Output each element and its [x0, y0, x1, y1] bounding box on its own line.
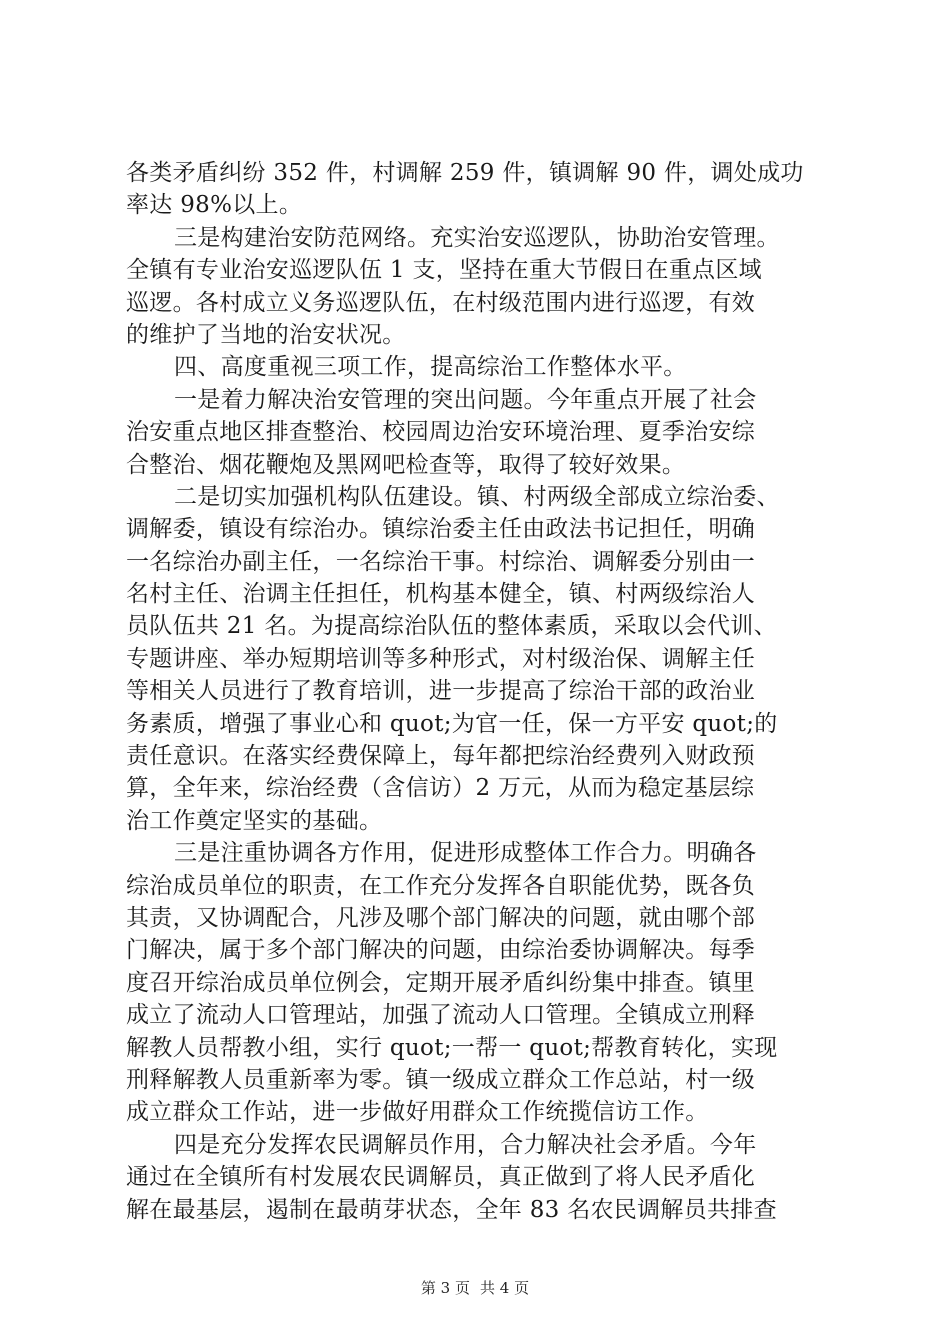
- text-line: 解教人员帮教小组，实行 quot;一帮一 quot;帮教育转化，实现: [126, 1034, 778, 1061]
- text-line: 专题讲座、举办短期培训等多种形式，对村级治保、调解主任: [126, 645, 756, 672]
- text-line: 务素质，增强了事业心和 quot;为官一任，保一方平安 quot;的: [126, 710, 778, 737]
- text-line: 各类矛盾纠纷 352 件，村调解 259 件，镇调解 90 件，调处成功: [126, 160, 804, 186]
- text-line: 三是构建治安防范网络。充实治安巡逻队，协助治安管理。: [174, 224, 780, 251]
- text-line: 四、高度重视三项工作，提高综治工作整体水平。: [174, 354, 687, 381]
- text-line: 调解委，镇设有综治办。镇综治委主任由政法书记担任，明确: [126, 516, 756, 543]
- text-line: 治工作奠定坚实的基础。: [126, 807, 383, 834]
- page-footer: [0, 1278, 950, 1298]
- text-line: 四是充分发挥农民调解员作用，合力解决社会矛盾。今年: [174, 1131, 757, 1158]
- document-body: [126, 157, 832, 1226]
- text-line: 成立了流动人口管理站，加强了流动人口管理。全镇成立刑释: [126, 1002, 756, 1029]
- text-line: 三是注重协调各方作用，促进形成整体工作合力。明确各: [174, 840, 757, 867]
- text-line: 的维护了当地的治安状况。: [126, 321, 406, 348]
- text-line: 算，全年来，综治经费（含信访）2 万元，从而为稳定基层综: [126, 775, 755, 802]
- text-line: 一名综治办副主任，一名综治干事。村综治、调解委分别由一: [126, 548, 756, 575]
- text-line: 门解决，属于多个部门解决的问题，由综治委协调解决。每季: [126, 937, 756, 964]
- text-line: 责任意识。在落实经费保障上，每年都把综治经费列入财政预: [126, 743, 756, 770]
- text-line: 治安重点地区排查整治、校园周边治安环境治理、夏季治安综: [126, 419, 756, 446]
- text-line: 员队伍共 21 名。为提高综治队伍的整体素质，采取以会代训、: [126, 613, 777, 640]
- page-total: 共 4 页: [480, 1279, 530, 1297]
- text-line: 名村主任、治调主任担任，机构基本健全，镇、村两级综治人: [126, 581, 756, 608]
- text-line: 综治成员单位的职责，在工作充分发挥各自职能优势，既各负: [126, 872, 756, 899]
- text-line: 其责，又协调配合，凡涉及哪个部门解决的问题，就由哪个部: [126, 904, 756, 931]
- text-line: 通过在全镇所有村发展农民调解员，真正做到了将人民矛盾化: [126, 1164, 756, 1191]
- text-line: 合整治、烟花鞭炮及黑网吧检查等，取得了较好效果。: [126, 451, 686, 478]
- page-number: 第 3 页: [420, 1279, 470, 1297]
- text-line: 率达 98%以上。: [126, 192, 303, 219]
- text-line: 刑释解教人员重新率为零。镇一级成立群众工作总站，村一级: [126, 1066, 756, 1093]
- text-line: 全镇有专业治安巡逻队伍 1 支，坚持在重大节假日在重点区域: [126, 257, 762, 284]
- text-line: 一是着力解决治安管理的突出问题。今年重点开展了社会: [174, 386, 757, 413]
- text-line: 二是切实加强机构队伍建设。镇、村两级全部成立综治委、: [174, 483, 780, 510]
- text-line: 等相关人员进行了教育培训，进一步提高了综治干部的政治业: [126, 678, 756, 705]
- text-line: 成立群众工作站，进一步做好用群众工作统揽信访工作。: [126, 1099, 709, 1126]
- text-line: 巡逻。各村成立义务巡逻队伍，在村级范围内进行巡逻，有效: [126, 289, 756, 316]
- text-line: 度召开综治成员单位例会，定期开展矛盾纠纷集中排查。镇里: [126, 969, 756, 996]
- text-line: 解在最基层，遏制在最萌芽状态，全年 83 名农民调解员共排查: [126, 1196, 777, 1223]
